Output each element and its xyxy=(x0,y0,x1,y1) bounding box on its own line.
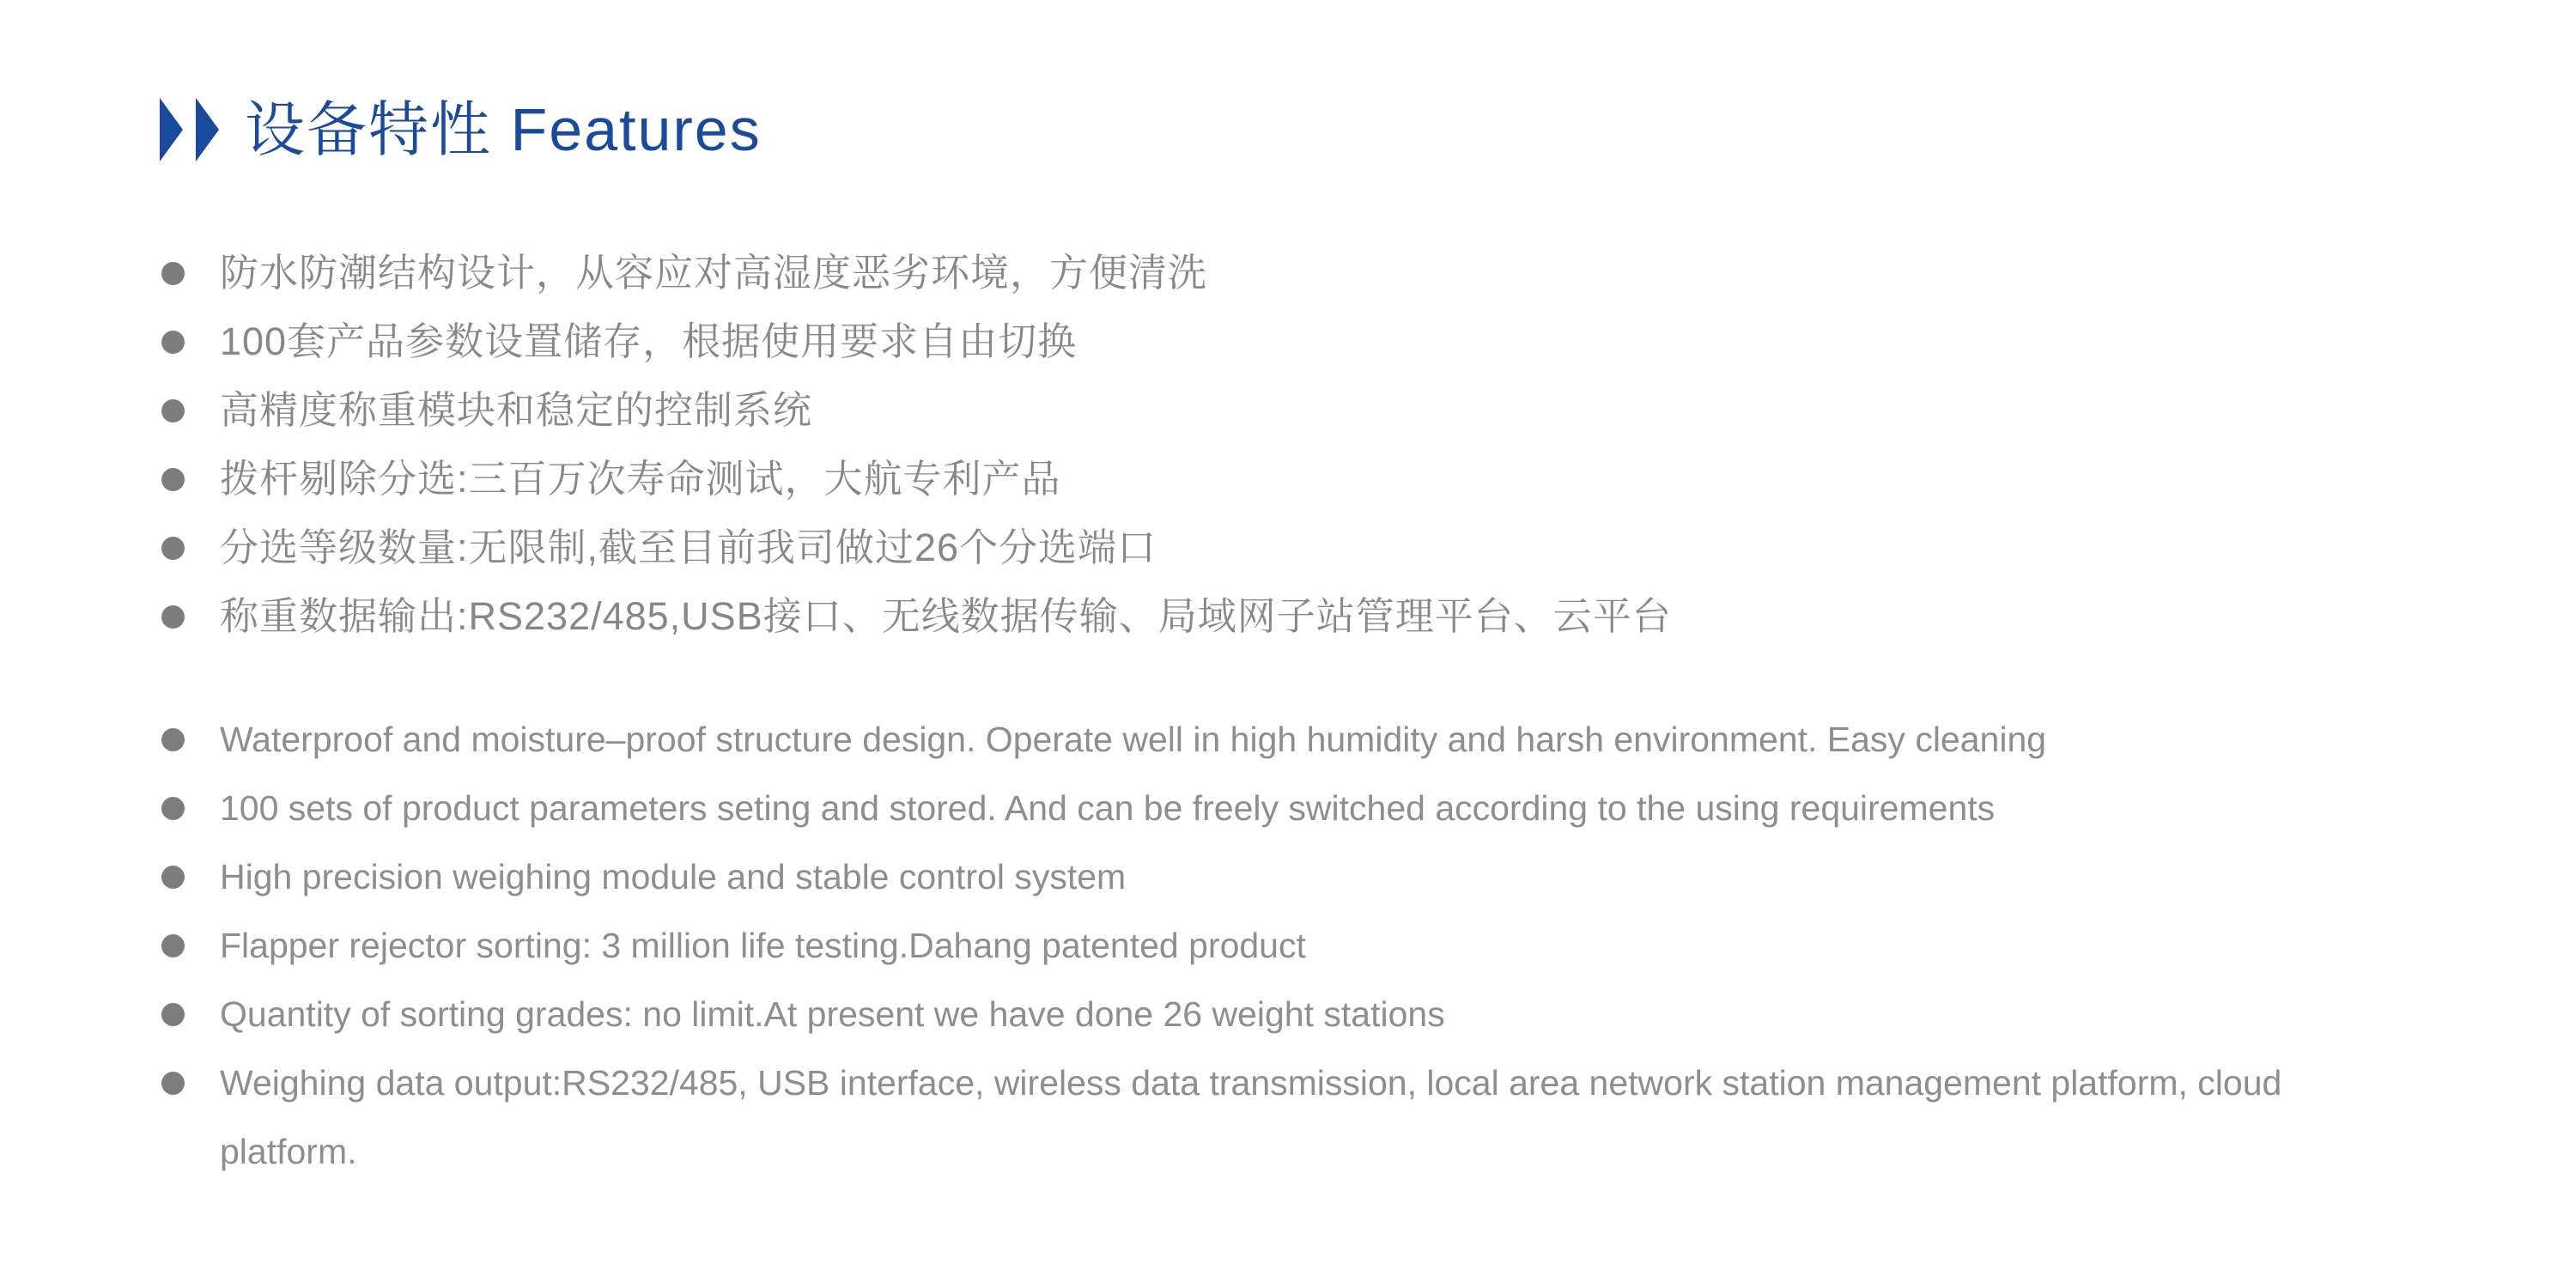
bullet-icon xyxy=(161,728,185,751)
bullet-icon xyxy=(161,331,185,354)
list-item xyxy=(161,774,2300,842)
list-item xyxy=(161,445,2300,514)
features-list-english xyxy=(161,705,2300,1186)
bullet-icon xyxy=(161,1072,185,1095)
feature-text: 高精度称重模块和稳定的控制系统 xyxy=(220,388,813,432)
double-chevron-right-icon xyxy=(160,98,219,161)
bullet-icon xyxy=(161,605,185,629)
bullet-icon xyxy=(161,1003,185,1026)
list-item xyxy=(161,582,2300,651)
feature-text: High precision weighing module and stable control system xyxy=(220,857,1127,896)
feature-text: 100 sets of product parameters seting and stored. And can be freely switched according to the using requirements xyxy=(220,788,1996,828)
feature-text: Quantity of sorting grades: no limit.At present we have done 26 weight stations xyxy=(220,994,1445,1034)
feature-text: 防水防潮结构设计，从容应对高湿度恶劣环境，方便清洗 xyxy=(220,251,1208,295)
section-header xyxy=(0,0,2576,165)
list-item xyxy=(161,980,2300,1048)
list-item xyxy=(161,911,2300,980)
list-item xyxy=(161,705,2300,774)
feature-text: 100套产品参数设置储存，根据使用要求自由切换 xyxy=(220,319,1078,363)
bullet-icon xyxy=(161,399,185,422)
features-list-chinese xyxy=(161,239,2300,651)
list-item xyxy=(161,307,2300,376)
feature-text: Waterproof and moisture–proof structure design. Operate well in high humidity and harsh environment. Easy cleaning xyxy=(220,720,2047,759)
bullet-icon xyxy=(161,934,185,957)
list-item xyxy=(161,1048,2300,1186)
right-triangle-icon xyxy=(160,98,183,161)
list-item xyxy=(161,239,2300,307)
bullet-icon xyxy=(161,537,185,560)
feature-text: 称重数据输出:RS232/485,USB接口、无线数据传输、局域网子站管理平台、云平台 xyxy=(220,594,1672,638)
bullet-icon xyxy=(161,866,185,889)
right-triangle-icon xyxy=(196,98,219,161)
bullet-icon xyxy=(161,468,185,491)
section-title: 设备特性 Features xyxy=(245,96,762,163)
bullet-icon xyxy=(161,262,185,285)
feature-text: Weighing data output:RS232/485, USB interface, wireless data transmission, local area network station management platform, cloud platform. xyxy=(220,1063,2282,1171)
feature-text: 拨杆剔除分选:三百万次寿命测试，大航专利产品 xyxy=(220,457,1061,501)
list-item xyxy=(161,514,2300,582)
list-item xyxy=(161,842,2300,911)
bullet-icon xyxy=(161,797,185,820)
feature-text: Flapper rejector sorting: 3 million life testing.Dahang patented product xyxy=(220,926,1306,965)
feature-text: 分选等级数量:无限制,截至目前我司做过26个分选端口 xyxy=(220,526,1157,569)
list-item xyxy=(161,376,2300,445)
